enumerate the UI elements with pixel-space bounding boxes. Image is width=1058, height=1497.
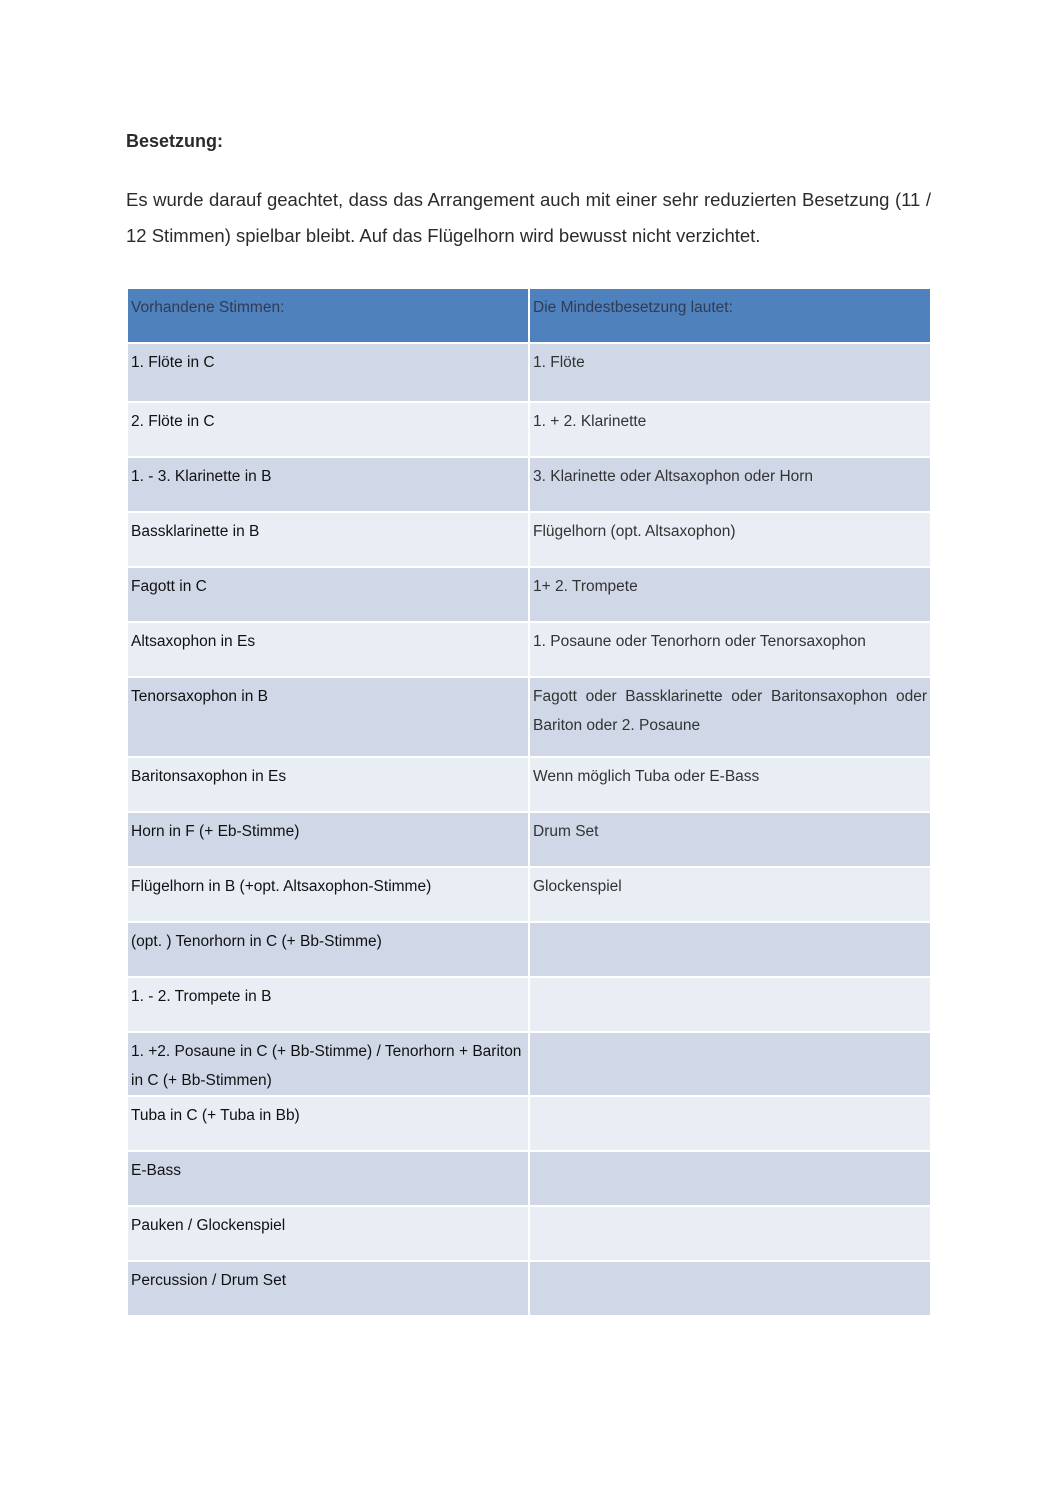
available-part-cell: Tenorsaxophon in B (128, 678, 528, 756)
table-row (128, 978, 930, 1031)
minimum-part-cell (530, 1097, 930, 1150)
minimum-part-cell: Drum Set (530, 813, 930, 866)
available-part-cell: 2. Flöte in C (128, 403, 528, 456)
table-row (128, 1207, 930, 1260)
minimum-part-cell (530, 978, 930, 1031)
available-part-cell: Horn in F (+ Eb-Stimme) (128, 813, 528, 866)
table-row (128, 758, 930, 811)
minimum-part-cell (530, 1207, 930, 1260)
section-heading: Besetzung: (126, 131, 224, 151)
table-row (128, 568, 930, 621)
minimum-part-cell: 3. Klarinette oder Altsaxophon oder Horn (530, 458, 930, 511)
minimum-part-cell: Wenn möglich Tuba oder E-Bass (530, 758, 930, 811)
table-row (128, 1097, 930, 1150)
minimum-part-cell: Flügelhorn (opt. Altsaxophon) (530, 513, 930, 566)
available-part-cell: (opt. ) Tenorhorn in C (+ Bb-Stimme) (128, 923, 528, 976)
instrumentation-table (126, 287, 932, 1317)
table-row (128, 458, 930, 511)
table-row (128, 623, 930, 676)
table-row (128, 868, 930, 921)
available-part-cell: Flügelhorn in B (+opt. Altsaxophon-Stimme) (128, 868, 528, 921)
available-part-cell: Bassklarinette in B (128, 513, 528, 566)
header-available-parts: Vorhandene Stimmen: (128, 289, 528, 342)
minimum-part-cell: Fagott oder Bassklarinette oder Baritonsaxophon oder Bariton oder 2. Posaune (530, 678, 930, 756)
table-header-row (128, 289, 930, 342)
available-part-cell: Percussion / Drum Set (128, 1262, 528, 1315)
header-minimum-instrumentation: Die Mindestbesetzung lautet: (530, 289, 930, 342)
table-row (128, 1262, 930, 1315)
table-row (128, 403, 930, 456)
minimum-part-cell (530, 1033, 930, 1095)
minimum-part-cell (530, 1262, 930, 1315)
table-row (128, 923, 930, 976)
available-part-cell: Tuba in C (+ Tuba in Bb) (128, 1097, 528, 1150)
table-row (128, 344, 930, 401)
available-part-cell: 1. - 2. Trompete in B (128, 978, 528, 1031)
minimum-part-cell: 1. Flöte (530, 344, 930, 401)
available-part-cell: 1. Flöte in C (128, 344, 528, 401)
table-row (128, 513, 930, 566)
minimum-part-cell: 1. Posaune oder Tenorhorn oder Tenorsaxophon (530, 623, 930, 676)
available-part-cell: Fagott in C (128, 568, 528, 621)
table-row (128, 678, 930, 756)
available-part-cell: Pauken / Glockenspiel (128, 1207, 528, 1260)
available-part-cell: 1. +2. Posaune in C (+ Bb-Stimme) / Tenorhorn + Bariton in C (+ Bb-Stimmen) (128, 1033, 528, 1095)
minimum-part-cell (530, 923, 930, 976)
table-row (128, 813, 930, 866)
table-row (128, 1033, 930, 1095)
minimum-part-cell: 1. + 2. Klarinette (530, 403, 930, 456)
available-part-cell: E-Bass (128, 1152, 528, 1205)
available-part-cell: Baritonsaxophon in Es (128, 758, 528, 811)
minimum-part-cell: 1+ 2. Trompete (530, 568, 930, 621)
available-part-cell: 1. - 3. Klarinette in B (128, 458, 528, 511)
available-part-cell: Altsaxophon in Es (128, 623, 528, 676)
minimum-part-cell: Glockenspiel (530, 868, 930, 921)
table-row (128, 1152, 930, 1205)
intro-paragraph: Es wurde darauf geachtet, dass das Arrangement auch mit einer sehr reduzierten Besetzung (11 / 12 Stimmen) spielbar bleibt. Auf das Flügelhorn wird bewusst nicht verzichtet. (126, 189, 931, 246)
minimum-part-cell (530, 1152, 930, 1205)
